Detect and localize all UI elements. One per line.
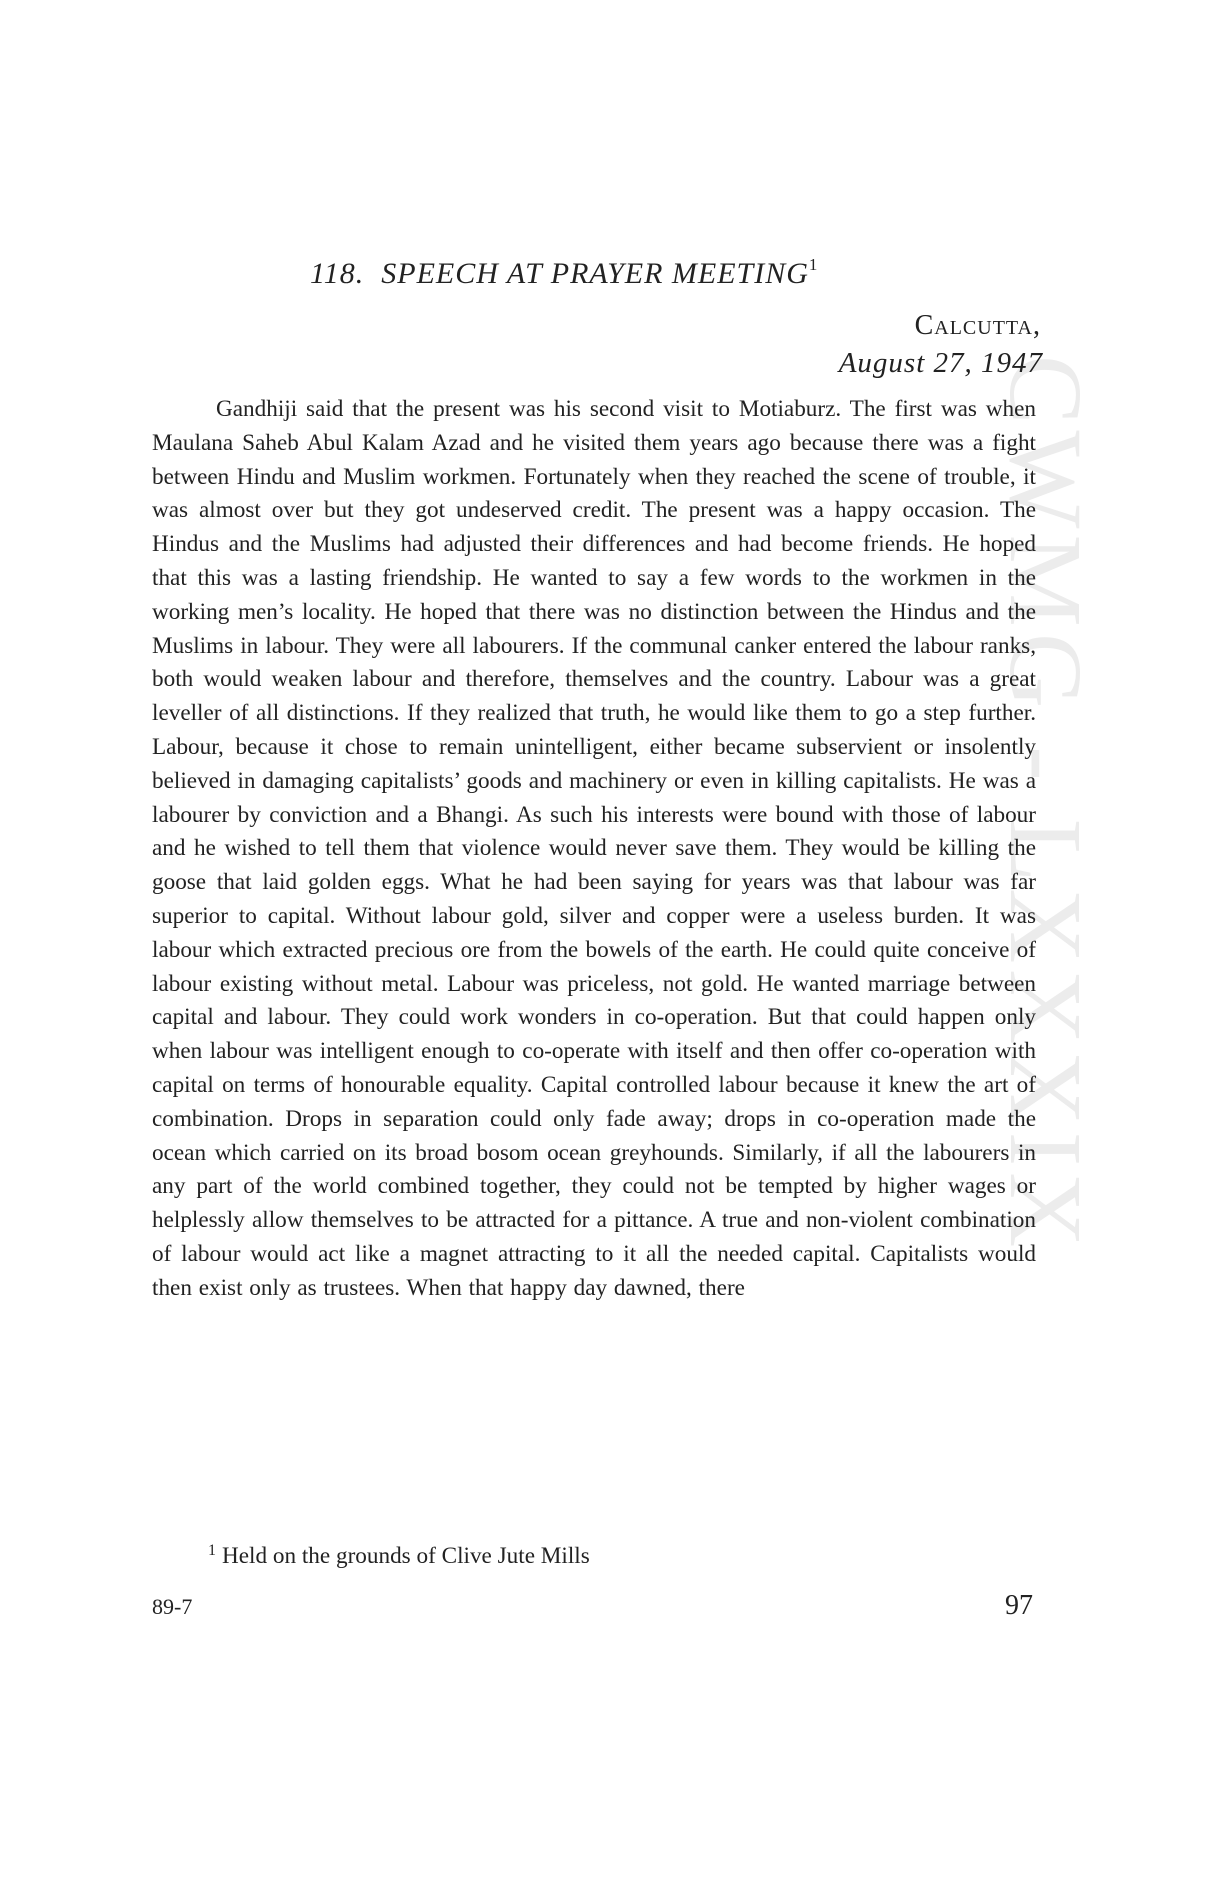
date-line: August 27, 1947 [838, 347, 1043, 379]
page-title [310, 255, 818, 291]
speech-paragraph: Gandhiji said that the present was his second visit to Motiaburz. The first was when Maulana Saheb Abul Kalam Azad and he visited them years ago because there was a fight between Hindu and Muslim workmen. Fortunately when they reached the scene of trouble, it was almost over but they got undeserved credit. The present was a happy occasion. The Hindus and the Muslims had adjusted their differences and had become friends. He hoped that this was a lasting friendship. He wanted to say a few words to the workmen in the working men’s locality. He hoped that there was no distinction between the Hindus and the Muslims in labour. They were all labourers. If the communal canker entered the labour ranks, both would weaken labour and therefore, themselves and the country. Labour was a great leveller of all distinctions. If they realized that truth, he would like them to go a step further. Labour, because it chose to remain unintelligent, either became subservient or insolently believed in damaging capitalists’ goods and machinery or even in killing capitalists. He was a labourer by conviction and a Bhangi. As such his interests were bound with those of labour and he wished to tell them that violence would never save them. They would be killing the goose that laid golden eggs. What he had been saying for years was that labour was far superior to capital. Without labour gold, silver and copper were a useless burden. It was labour which extracted precious ore from the bowels of the earth. He could quite conceive of labour existing without metal. Labour was priceless, not gold. He wanted marriage between capital and labour. They could work wonders in co-operation. But that could happen only when labour was intelligent enough to co-operate with itself and then offer co-operation with capital on terms of honourable equality. Capital controlled labour because it knew the art of combination. Drops in separation could only fade away; drops in co-operation made the ocean which carried on its broad bosom ocean greyhounds. Similarly, if all the labourers in any part of the world combined together, they could not be tempted by higher wages or helplessly allow themselves to be attracted for a pittance. A true and non-violent combination of labour would act like a magnet attracting to it all the needed capital. Capitalists would then exist only as trustees. When that happy day dawned, there [152, 396, 1036, 1301]
footnote [208, 1542, 590, 1570]
title-text: SPEECH AT PRAYER MEETING [381, 257, 809, 290]
footnote-ref: 1 [808, 255, 819, 274]
footnote-text: Held on the grounds of Clive Jute Mills [222, 1543, 590, 1569]
footnote-mark: 1 [208, 1542, 216, 1559]
watermark-text: CWMG - LXXXIX [988, 355, 1103, 1254]
item-number: 118. [310, 257, 365, 290]
place-line: Calcutta, [914, 310, 1041, 341]
signature-mark: 89-7 [152, 1594, 193, 1619]
page-number: 97 [1005, 1590, 1033, 1621]
